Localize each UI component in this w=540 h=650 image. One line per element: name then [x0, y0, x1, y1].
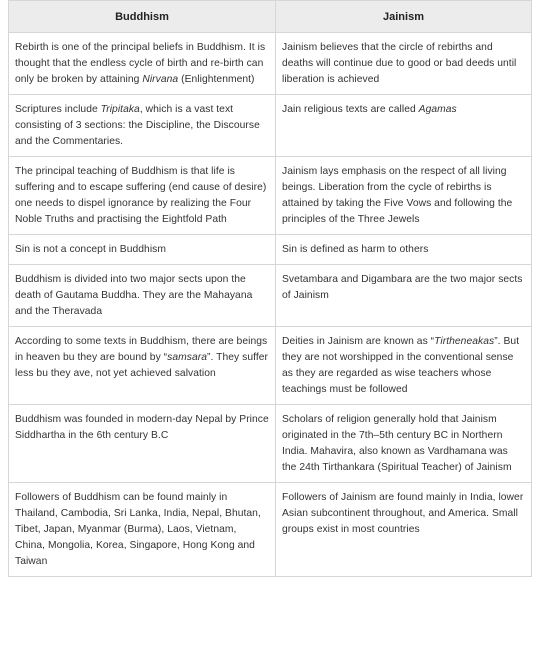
buddhism-cell: Buddhism is divided into two major sects upon the death of Gautama Buddha. They are the Mahayana and the Theravada: [9, 265, 276, 327]
buddhism-cell: According to some texts in Buddhism, there are beings in heaven bu they are bound by “samsara”. They suffer less bu they ave, not yet achieved salvation: [9, 327, 276, 405]
jainism-cell: Followers of Jainism are found mainly in India, lower Asian subcontinent throughout, and America. Small groups exist in most countries: [276, 483, 532, 577]
column-header-buddhism: Buddhism: [9, 1, 276, 33]
column-header-jainism: Jainism: [276, 1, 532, 33]
buddhism-cell: Sin is not a concept in Buddhism: [9, 235, 276, 265]
comparison-table: [8, 0, 532, 577]
buddhism-cell: Scriptures include Tripitaka, which is a vast text consisting of 3 sections: the Discipline, the Discourse and the Commentaries.: [9, 95, 276, 157]
table-row: [9, 265, 532, 327]
table-row: [9, 235, 532, 265]
jainism-cell: Jainism lays emphasis on the respect of all living beings. Liberation from the cycle of rebirths is attained by taking the Five Vows and following the principles of the Three Jewels: [276, 157, 532, 235]
table-row: [9, 405, 532, 483]
table-row: [9, 33, 532, 95]
header-row: [9, 1, 532, 33]
table-row: [9, 157, 532, 235]
jainism-cell: Jainism believes that the circle of rebirths and deaths will continue due to good or bad deeds until liberation is achieved: [276, 33, 532, 95]
jainism-cell: Deities in Jainism are known as “Tirtheneakas”. But they are not worshipped in the conventional sense as they are regarded as wise teachers whose teachings must be followed: [276, 327, 532, 405]
jainism-cell: Sin is defined as harm to others: [276, 235, 532, 265]
buddhism-cell: Buddhism was founded in modern-day Nepal by Prince Siddhartha in the 6th century B.C: [9, 405, 276, 483]
table-row: [9, 483, 532, 577]
comparison-table-container: [8, 0, 531, 577]
table-row: [9, 327, 532, 405]
buddhism-cell: Followers of Buddhism can be found mainly in Thailand, Cambodia, Sri Lanka, India, Nepal, Bhutan, Tibet, Japan, Myanmar (Burma), Laos, Vietnam, China, Mongolia, Korea, Singapore, Hong Kong and Taiwan: [9, 483, 276, 577]
jainism-cell: Svetambara and Digambara are the two major sects of Jainism: [276, 265, 532, 327]
buddhism-cell: The principal teaching of Buddhism is that life is suffering and to escape suffering (end cause of desire) one needs to dispel ignorance by realizing the Four Noble Truths and practising the Eightfold Path: [9, 157, 276, 235]
table-row: [9, 95, 532, 157]
buddhism-cell: Rebirth is one of the principal beliefs in Buddhism. It is thought that the endless cycle of birth and re-birth can only be broken by attaining Nirvana (Enlightenment): [9, 33, 276, 95]
jainism-cell: Scholars of religion generally hold that Jainism originated in the 7th–5th century BC in Northern India. Mahavira, also known as Vardhamana was the 24th Tirthankara (Spiritual Teacher) of Jainism: [276, 405, 532, 483]
jainism-cell: Jain religious texts are called Agamas: [276, 95, 532, 157]
